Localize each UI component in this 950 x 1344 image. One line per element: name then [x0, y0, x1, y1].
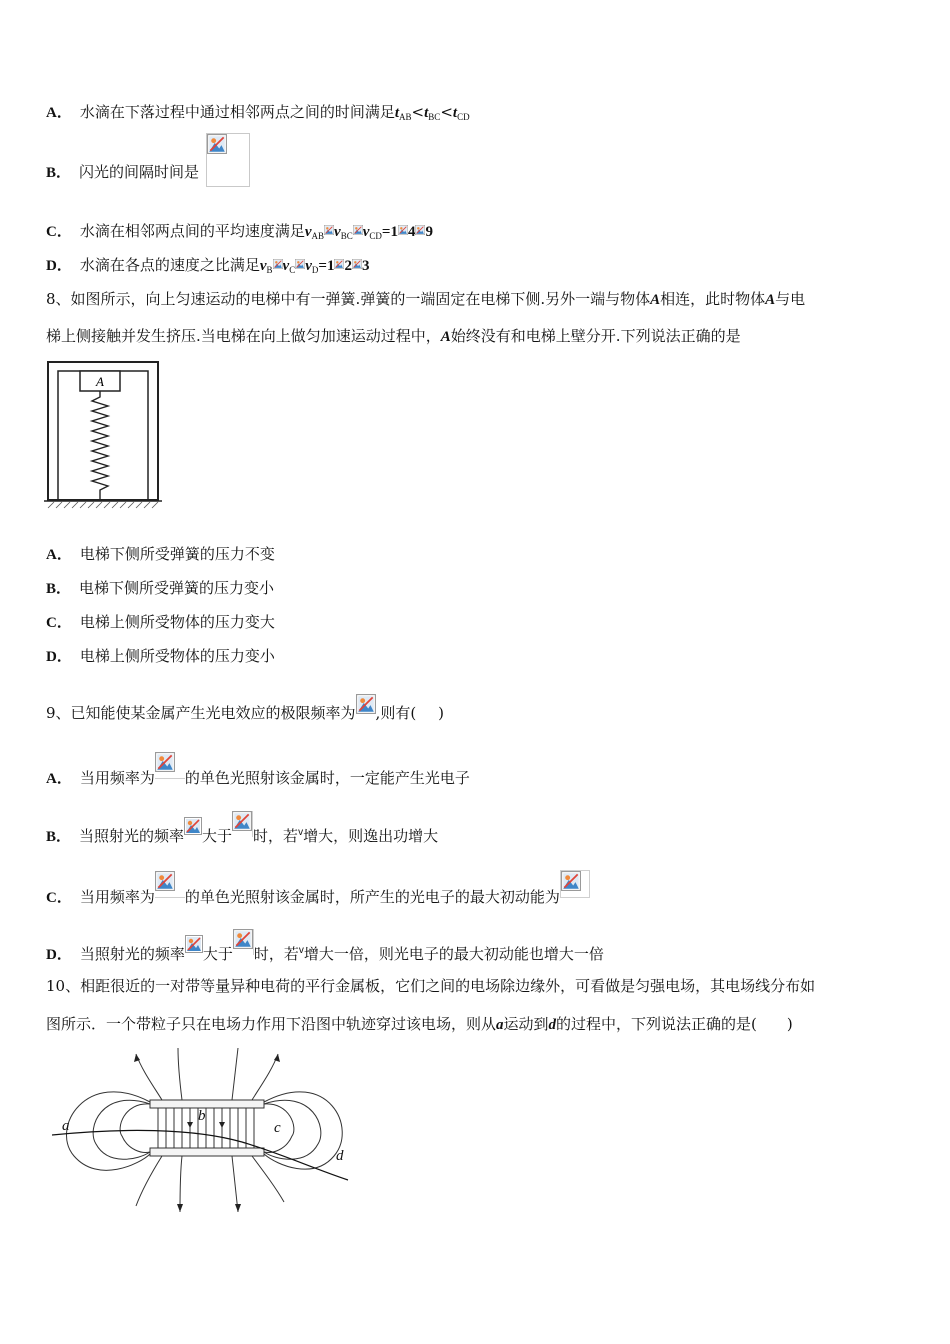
sub-d: D: [311, 265, 319, 275]
option-label: C．: [46, 224, 72, 240]
option-text: 增大，则逸出功增大: [303, 827, 439, 845]
option-text: 时，若: [253, 945, 299, 963]
option-text: 电梯上侧所受物体的压力变大: [79, 613, 275, 631]
option-label: C．: [46, 615, 72, 631]
option-text: 大于: [202, 945, 233, 963]
var-v: v: [282, 258, 290, 274]
q8-option-b: [46, 578, 274, 599]
ratio-eq: =1: [381, 224, 398, 240]
broken-image-icon: [356, 694, 376, 716]
stem-text: 与电: [775, 290, 806, 308]
broken-image-icon: [232, 811, 253, 837]
q9-option-d: [46, 929, 604, 965]
var-a: a: [496, 1017, 504, 1033]
stem-text: 梯上侧接触并发生挤压.当电梯在向上做匀加速运动过程中，: [46, 327, 441, 345]
option-text: 当用频率为: [79, 888, 155, 906]
option-text: 当用频率为: [79, 769, 155, 787]
option-text: 电梯上侧所受物体的压力变小: [79, 647, 275, 665]
sub-bc: BC: [428, 112, 441, 122]
option-label: D．: [46, 649, 72, 665]
stem-text: 运动到: [503, 1015, 549, 1033]
option-text: 大于: [202, 827, 233, 845]
option-label: D．: [46, 258, 72, 274]
sub-ab: AB: [399, 112, 412, 122]
option-text: 水滴在相邻两点间的平均速度满足: [79, 222, 305, 240]
q7-option-d: [46, 255, 369, 280]
stem-text: 8、如图所示，向上匀速运动的电梯中有一弹簧.弹簧的一端固定在电梯下侧.另外一端与物体: [46, 290, 651, 308]
q10-stem-line-1: 10、相距很近的一对带等量异种电荷的平行金属板，它们之间的电场除边缘外，可看做是匀强电场，其电场线分布如: [46, 977, 816, 995]
broken-image-icon: [206, 133, 250, 187]
var-v: v: [362, 224, 370, 240]
broken-image-icon: [273, 256, 283, 274]
ratio-n3: 3: [361, 258, 370, 274]
broken-image-icon: [398, 222, 408, 240]
q9-option-c: [46, 870, 590, 908]
broken-image-icon: [295, 256, 305, 274]
broken-image-icon: [352, 256, 362, 274]
option-text: 水滴在下落过程中通过相邻两点之间的时间满足: [79, 103, 395, 121]
option-text: 电梯下侧所受弹簧的压力不变: [79, 545, 275, 563]
ratio-n2: 2: [344, 258, 352, 274]
var-v: v: [305, 258, 312, 274]
option-label: B．: [46, 581, 72, 597]
q9-option-a: [46, 752, 470, 789]
option-text: 的单色光照射该金属时，一定能产生光电子: [184, 769, 470, 787]
option-label: D．: [46, 947, 72, 963]
option-label: B．: [46, 829, 72, 845]
option-text: 电梯下侧所受弹簧的压力变小: [79, 579, 275, 597]
stem-text: 9、已知能使某金属产生光电效应的极限频率为: [46, 704, 356, 722]
sub-bc: BC: [340, 231, 353, 241]
point-a-label: a: [62, 1118, 70, 1134]
sub-c: C: [289, 265, 296, 275]
option-text: 当照射光的频率: [79, 945, 185, 963]
sub-b: B: [266, 265, 273, 275]
var-t: t: [394, 105, 400, 121]
option-text: 当照射光的频率: [79, 827, 185, 845]
less-than: <: [411, 103, 425, 121]
stem-text: 的过程中，下列说法正确的是(: [556, 1015, 757, 1033]
q8-stem-line-2: [46, 326, 741, 347]
sub-cd: CD: [369, 231, 382, 241]
q7-option-b: [46, 162, 199, 183]
q9-stem: [46, 694, 444, 723]
nu-symbol: v: [298, 827, 304, 838]
stem-text: ): [786, 1015, 793, 1033]
q8-stem-line-1: [46, 289, 805, 310]
var-v: v: [259, 258, 267, 274]
broken-image-icon: [324, 222, 334, 240]
broken-image-icon: [184, 817, 202, 839]
q8-option-a: [46, 544, 275, 565]
ratio-n2: 4: [407, 224, 416, 240]
option-label: A．: [46, 771, 72, 787]
stem-text: 始终没有和电梯上壁分开.下列说法正确的是: [450, 327, 741, 345]
var-v: v: [304, 224, 312, 240]
var-a: A: [440, 329, 451, 345]
sub-ab: AB: [311, 231, 325, 241]
option-label: B．: [46, 165, 72, 181]
point-b-label: b: [198, 1108, 206, 1124]
broken-image-icon: [185, 935, 203, 957]
q7-option-c: [46, 221, 433, 246]
less-than: <: [440, 103, 453, 121]
option-text: 的单色光照射该金属时，所产生的光电子的最大初动能为: [184, 888, 560, 906]
option-label: A．: [46, 547, 72, 563]
option-text: 增大一倍，则光电子的最大初动能也增大一倍: [303, 945, 604, 963]
broken-image-icon: [560, 870, 590, 898]
option-label: A．: [46, 105, 72, 121]
broken-image-icon: [155, 752, 185, 779]
stem-text: ,则有(: [375, 704, 417, 722]
option-text: 水滴在各点的速度之比满足: [79, 256, 260, 274]
var-v: v: [334, 224, 341, 240]
var-a: A: [650, 292, 661, 308]
stem-text: 图所示．一个带粒子只在电场力作用下沿图中轨迹穿过该电场，则从: [46, 1015, 497, 1033]
var-t: t: [452, 105, 458, 121]
elevator-spring-figure: [44, 360, 162, 510]
broken-image-icon: [334, 256, 344, 274]
broken-image-icon: [415, 222, 425, 240]
broken-image-icon: [155, 871, 185, 898]
q9-option-b: [46, 811, 438, 847]
block-a-label: A: [96, 374, 104, 389]
nu-symbol: v: [298, 945, 304, 956]
q8-option-c: [46, 612, 275, 633]
q10-stem-line-2: [46, 1014, 793, 1035]
option-text: 时，若: [253, 827, 299, 845]
var-t: t: [424, 105, 429, 121]
electric-field-figure: [52, 1044, 357, 1216]
point-c-label: c: [274, 1120, 281, 1136]
point-d-label: d: [336, 1148, 344, 1164]
stem-text: ): [438, 704, 445, 722]
option-text: 闪光的间隔时间是: [79, 163, 200, 181]
q7-option-a: [46, 102, 470, 127]
option-label: C．: [46, 890, 72, 906]
var-a: A: [765, 292, 776, 308]
broken-image-icon: [233, 929, 254, 955]
ratio-eq: =1: [318, 258, 335, 274]
ratio-n3: 9: [425, 224, 433, 240]
var-d: d: [548, 1017, 557, 1033]
sub-cd: CD: [457, 112, 470, 122]
q8-option-d: [46, 646, 275, 667]
broken-image-icon: [353, 222, 363, 240]
stem-text: 相连，此时物体: [660, 290, 766, 308]
